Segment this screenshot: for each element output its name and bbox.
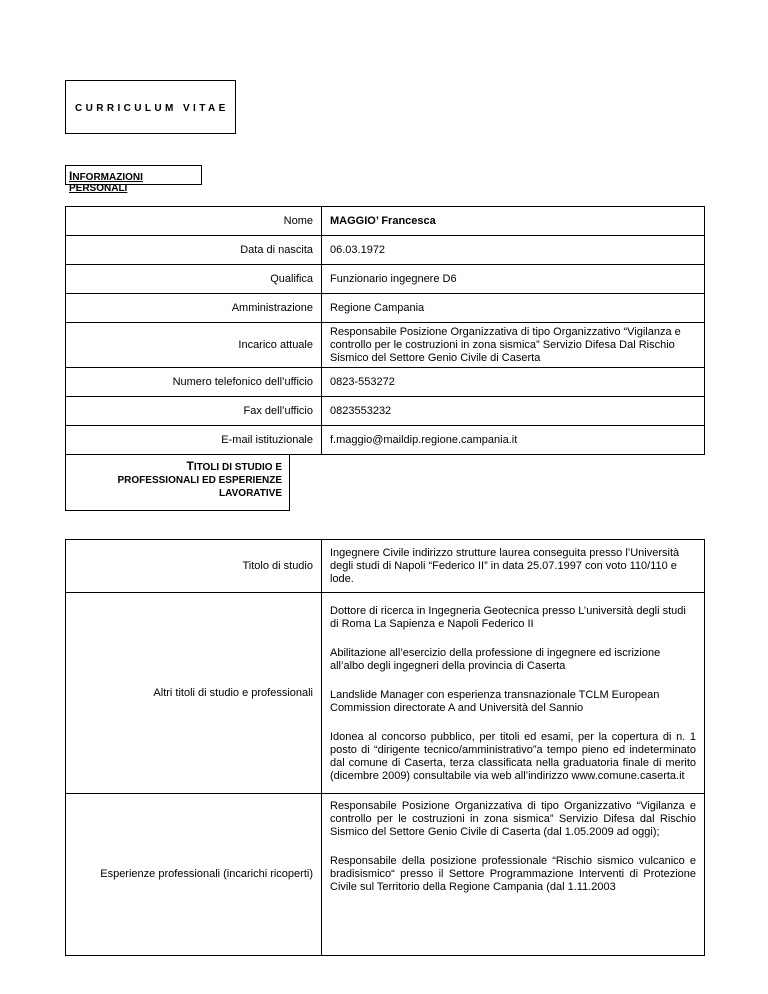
list-item: Responsabile della posizione professionale “Rischio sismico vulcanico e bradisismico“ presso il Settore Programmazione Interventi di Protezione Civile sul Territorio della Regione Campania (dal 1.11.2003 [330, 855, 696, 893]
list-item: Landslide Manager con esperienza transnazionale TCLM European Commission directorate A and Università del Sannio [330, 689, 660, 714]
row-value: 0823-553272 [322, 368, 705, 397]
cv-title: CURRICULUM VITAE [65, 80, 236, 134]
row-label: Nome [66, 207, 322, 236]
heading-line-1 [66, 460, 282, 474]
table-row [66, 794, 705, 956]
row-label: Amministrazione [66, 294, 322, 323]
row-value: Ingegnere Civile indirizzo strutture laurea conseguita presso l’Università degli studi di Napoli “Federico II” in data 25.07.1997 con voto 110/110 e lode. [322, 540, 705, 593]
row-value [322, 794, 705, 956]
section-rest: ITOLI DI STUDIO E [193, 462, 282, 473]
row-label: Fax dell’ufficio [66, 397, 322, 426]
section-initial: T [186, 459, 194, 473]
list-item: Abilitazione all’esercizio della professione di ingegnere ed iscrizione all’albo degli ingegneri della provincia di Caserta [330, 647, 661, 672]
table-row [66, 397, 705, 426]
personal-info-table [65, 206, 705, 455]
row-value: Funzionario ingegnere D6 [322, 265, 705, 294]
list-item: Dottore di ricerca in Ingegneria Geotecnica presso L’università degli studi di Roma La Sapienza e Napoli Federico II [330, 605, 686, 630]
table-row [66, 207, 705, 236]
row-value: 0823553232 [322, 397, 705, 426]
row-label: Esperienze professionali (incarichi ricoperti) [66, 794, 322, 956]
list-item: Responsabile Posizione Organizzativa di tipo Organizzativo “Vigilanza e controllo per le costruzioni in zona sismica” Servizio Difesa dal Rischio Sismico del Settore Genio Civile di Caserta (dal 1.05.2009 ad oggi); [330, 800, 696, 838]
row-value: MAGGIO’ Francesca [322, 207, 705, 236]
table-row [66, 294, 705, 323]
section-personal-info-heading [65, 165, 202, 194]
table-row [66, 323, 705, 368]
titles-table [65, 539, 705, 956]
section-rest: NFORMAZIONI PERSONALI [69, 172, 143, 194]
section-initial: I [69, 169, 73, 183]
row-value: Responsabile Posizione Organizzativa di tipo Organizzativo “Vigilanza e controllo per le costruzioni in zona sismica” Servizio Difesa Dal Rischio Sismico del Settore Genio Civile di Caserta [322, 323, 705, 368]
row-value [322, 593, 705, 794]
row-label: Numero telefonico dell’ufficio [66, 368, 322, 397]
row-value: 06.03.1972 [322, 236, 705, 265]
section-titles-heading [65, 454, 290, 511]
row-value: Regione Campania [322, 294, 705, 323]
row-label: Qualifica [66, 265, 322, 294]
heading-line-3: LAVORATIVE [219, 488, 282, 499]
row-label: Data di nascita [66, 236, 322, 265]
table-row [66, 426, 705, 455]
row-label: E-mail istituzionale [66, 426, 322, 455]
table-row [66, 265, 705, 294]
row-value: f.maggio@maildip.regione.campania.it [322, 426, 705, 455]
table-row [66, 236, 705, 265]
table-row [66, 593, 705, 794]
list-item: Idonea al concorso pubblico, per titoli ed esami, per la copertura di n. 1 posto di “dirigente tecnico/amministrativo”a tempo pieno ed indeterminato dal comune di Caserta, terza classificata nella graduatoria finale di merito (dicembre 2009) consultabile via web all’indirizzo www.comune.caserta.it [330, 731, 696, 782]
table-row [66, 540, 705, 593]
row-label: Altri titoli di studio e professionali [66, 593, 322, 794]
heading-line-2: PROFESSIONALI ED ESPERIENZE [117, 475, 282, 486]
row-label: Titolo di studio [66, 540, 322, 593]
row-label: Incarico attuale [66, 323, 322, 368]
table-row [66, 368, 705, 397]
